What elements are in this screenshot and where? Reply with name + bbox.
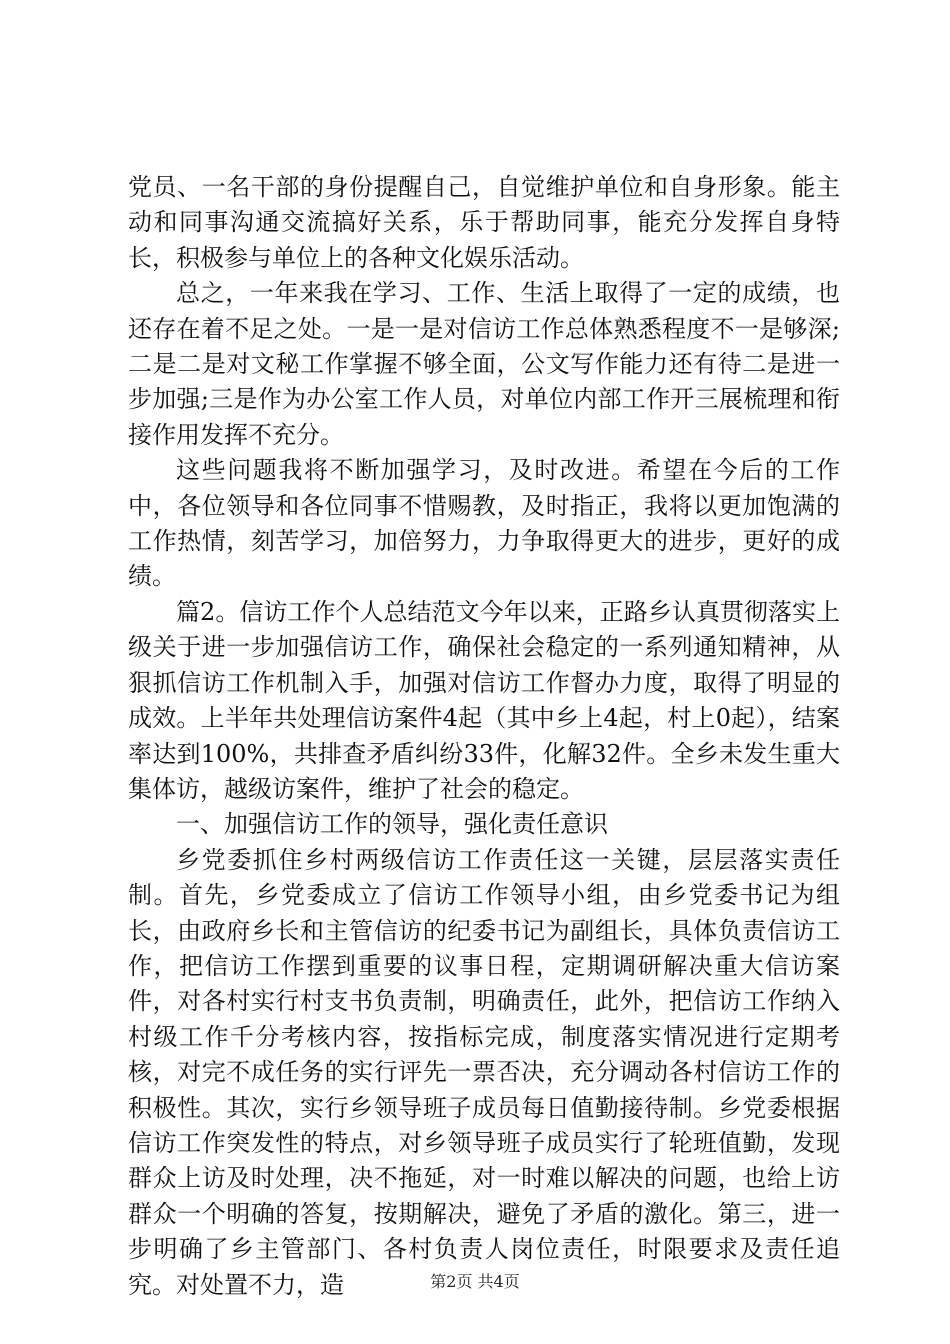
page-footer [0,1271,950,1293]
document-body [128,170,840,1303]
paragraph-continuation: 党员、一名干部的身份提醒自己，自觉维护单位和自身形象。能主动和同事沟通交流搞好关系，乐于帮助同事，能充分发挥自身特长，积极参与单位上的各种文化娱乐活动。 [128,173,840,272]
paragraph-article-2-intro: 篇2。信访工作个人总结范文今年以来，正路乡认真贯彻落实上级关于进一步加强信访工作，确保社会稳定的一系列通知精神，从狠抓信访工作机制入手，加强对信访工作督办力度，取得了明显的成效。上半年共处理信访案件4起（其中乡上4起，村上0起），结案率达到100%，共排查矛盾纠纷33件，化解32件。全乡未发生重大集体访，越级访案件，维护了社会的稳定。 [128,597,840,803]
page-number-label: 第2页 共4页 [430,1272,520,1291]
section-heading-1: 一、加强信访工作的领导，强化责任意识 [176,810,608,839]
paragraph-summary: 总之，一年来我在学习、工作、生活上取得了一定的成绩，也还存在着不足之处。一是一是对信访工作总体熟悉程度不一是够深;二是二是对文秘工作掌握不够全面，公文写作能力还有待二是进一步加强;三是作为办公室工作人员，对单位内部工作开三展梳理和衔接作用发挥不充分。 [128,279,840,449]
paragraph-section-1-body: 乡党委抓住乡村两级信访工作责任这一关键，层层落实责任制。首先，乡党委成立了信访工作领导小组，由乡党委书记为组长，由政府乡长和主管信访的纪委书记为副组长，具体负责信访工作，把信访工作摆到重要的议事日程，定期调研解决重大信访案件，对各村实行村支书负责制，明确责任，此外，把信访工作纳入村级工作千分考核内容，按指标完成，制度落实情况进行定期考核，对完不成任务的实行评先一票否决，充分调动各村信访工作的积极性。其次，实行乡领导班子成员每日值勤接待制。乡党委根据信访工作突发性的特点，对乡领导班子成员实行了轮班值勤，发现群众上访及时处理，决不拖延，对一时难以解决的问题，也给上访群众一个明确的答复，按期解决，避免了矛盾的激化。第三，进一步明确了乡主管部门、各村负责人岗位责任，时限要求及责任追究。对处置不力，造 [128,845,840,1299]
paragraph-improvement: 这些问题我将不断加强学习，及时改进。希望在今后的工作中，各位领导和各位同事不惜赐教，及时指正，我将以更加饱满的工作热情，刻苦学习，加倍努力，力争取得更大的进步，更好的成绩。 [128,456,840,591]
